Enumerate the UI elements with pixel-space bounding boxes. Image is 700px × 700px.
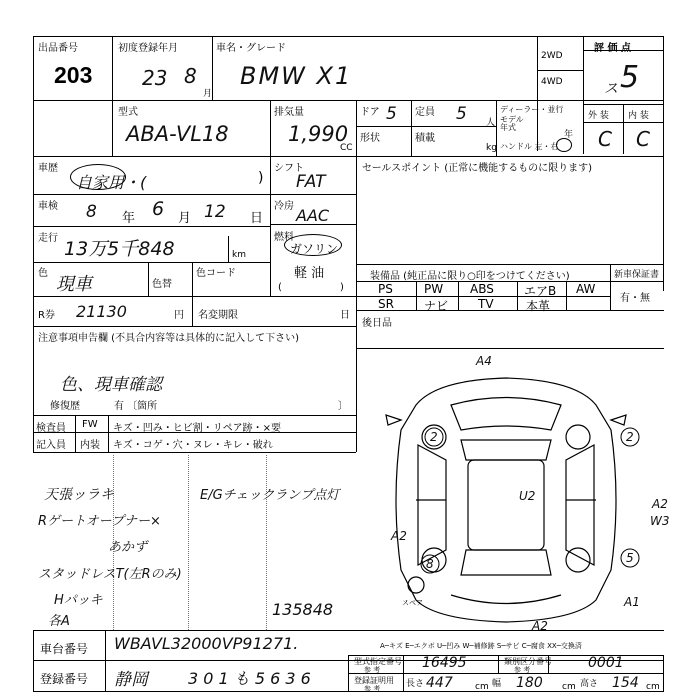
model-year-label: モデル年式 [500,115,524,132]
note-2: E/Gチェックランプ点灯 [200,488,340,503]
equip-ps: PS [378,282,393,296]
mileage-value: 13万5千848 [64,238,175,260]
mark-a1: A1 [624,595,640,609]
repair-value: 有 〔箇所 [114,401,158,412]
note-8: 135848 [272,600,334,619]
mileage-label: 走行 [38,233,58,244]
warranty-values: 有・無 [620,293,650,304]
vin-value: WBAVL32000VP91271. [114,634,299,653]
shape-label: 形状 [360,133,380,144]
note-1: 天張ッラキ [44,487,114,503]
mark-u2: U2 [519,489,536,503]
interior-legend: キズ・コゲ・穴・ヌレ・キレ・破れ [113,440,273,451]
ac-label: 冷房 [274,201,294,212]
type-approval-label: 型式指定番号 [354,657,402,666]
history-label: 車歴 [38,163,58,174]
displacement-label: 排気量 [274,107,304,118]
fuel-paren-close: ) [340,282,344,293]
capacity-label: 定員 [415,107,435,118]
equip-label: 装備品 (純正品に限り○印をつけてください) [370,271,570,282]
reg-month: 8 [184,64,197,88]
car-diagram [356,350,670,650]
inspection-year-unit: 年 [122,211,136,226]
inspection-month: 6 [152,198,165,220]
int-score: C [636,127,650,151]
equip-leather: 本革 [526,299,551,313]
door-value: 5 [386,104,397,124]
ext-score: C [598,127,612,151]
fuel-diesel: 軽 油 [294,266,325,281]
mark-a4: A4 [476,354,492,368]
fuel-label: 燃料 [274,232,294,243]
repair-label: 修復歴 [50,401,80,412]
4wd-label: 4WD [541,77,563,87]
score-label: 評 価 点 [594,43,631,54]
note-5: スタッドレスT(左Rのみ) [38,567,182,582]
note-7: 各A [48,614,70,629]
length-value: 447 [426,675,453,691]
color-label: 色 [38,268,48,279]
inspection-label: 車検 [38,201,58,212]
handle-label: ハンドル 左・右 [500,142,559,151]
displacement-unit: CC [340,143,353,153]
reg-year: 23 [142,66,168,90]
mark-w3: W3 [650,514,670,528]
score-value: 5 [620,60,640,95]
model-label: 型式 [118,107,138,118]
fw-label: FW [82,419,98,430]
sales-label: セールスポイント (正常に機能するものに限ります) [362,163,593,174]
inspection-day-unit: 日 [250,211,264,226]
fuel-gas: ガソリン [290,242,339,256]
model-year-unit: 年 [564,130,574,140]
recycle-unit: 円 [174,310,184,321]
mark-8: 8 [426,557,434,571]
class-value: 0001 [588,655,624,671]
name-label: 車名・グレード [216,43,286,54]
note-3: Rゲートオープナー× [38,514,161,529]
car-name: BMW X1 [240,62,353,90]
class-label: 類別区分番号 [504,657,552,666]
mark-a2-left: A2 [391,529,407,543]
lot-number: 203 [54,62,93,88]
inspection-day: 12 [204,202,226,222]
ext-label: 外 装 [588,111,609,121]
score-mark: ス [604,81,618,97]
fw-legend: キズ・凹み・ヒビ割・リペア跡・×要 [113,423,281,434]
recycle-label: R券 [38,310,55,321]
diagram-legend: A─キズ E─エクボ U─凹み W─補修跡 S─サビ C─腐食 XX─交換済 [380,642,582,650]
history-close: ) [258,170,264,186]
width-unit: cm [562,682,576,692]
note-4: あかず [108,540,148,555]
capacity-value: 5 [456,104,467,124]
width-value: 180 [516,675,543,691]
equip-tv: TV [478,297,494,311]
regno-label: 登録番号 [40,672,89,686]
handle-circle [556,138,572,152]
2wd-label: 2WD [541,51,563,61]
recorder-label: 記入員 [36,440,66,451]
interior-label: 内装 [80,440,100,451]
length-unit: cm [475,682,489,692]
inspector-label: 検査員 [36,423,66,434]
color-change-label: 色替 [152,279,172,290]
mark-a2-rear: A2 [532,619,548,633]
equip-navi: ナビ [424,299,449,313]
class-sub: 参 考 [514,666,531,674]
equip-airbag: エアB [524,284,557,298]
equip-abs: ABS [470,282,494,296]
vin-label: 車台番号 [40,642,89,656]
equip-aw: AW [576,282,596,296]
dealer-label: ディーラー・並行 [500,105,564,114]
reg-month-unit: 月 [203,89,213,99]
type-approval-sub: 参 考 [364,666,381,674]
mileage-unit: km [232,250,246,260]
note-6: Hパッキ [54,593,103,608]
namechange-label: 名変期限 [198,310,238,321]
repair-close: 〕 [338,401,348,412]
inspection-year: 8 [86,202,97,222]
later-label: 後日品 [362,318,392,329]
spare-label: スペア [402,599,423,607]
displacement-value: 1,990 [288,122,349,146]
inspection-month-unit: 月 [178,211,192,226]
shift-value: FAT [296,172,326,192]
door-label: ドア [360,107,380,118]
shift-label: シフト [274,163,304,174]
fuel-paren-open: ( [278,282,282,293]
ac-value: AAC [296,206,330,225]
int-label: 内 装 [628,111,649,121]
mark-2-left: 2 [430,430,438,444]
width-label: 幅 [492,679,502,689]
notes-label: 注意事項申告欄 (不具合内容等は具体的に記入して下さい) [38,333,299,344]
lot-label: 出品番号 [38,43,78,54]
equip-pw: PW [424,282,444,296]
mark-2-right: 2 [626,430,634,444]
notes-value: 色、現車確認 [60,375,162,395]
color-code-label: 色コード [196,268,236,279]
cert-sub: 参 考 [364,685,381,693]
regno-value: 3 0 1 も 5 6 3 6 [188,669,311,688]
cert-label: 登録証明用 [354,676,394,685]
type-approval-value: 16495 [422,655,467,671]
capacity-unit: 人 [486,118,496,128]
load-unit: kg [486,143,497,153]
recycle-value: 21130 [76,302,127,321]
load-label: 積載 [415,133,435,144]
namechange-unit: 日 [340,310,350,321]
mark-5: 5 [626,551,634,565]
length-label: 長さ [406,679,425,689]
reg-label: 初度登録年月 [118,43,178,54]
height-unit: cm [646,682,660,692]
regno-area: 静岡 [114,670,148,690]
history-circle [70,164,126,190]
model-value: ABA-VL18 [126,122,229,146]
history-value: 自家用・( [76,173,147,192]
height-label: 高さ [580,679,599,689]
warranty-label: 新車保証書 [614,270,660,280]
equip-sr: SR [378,297,394,311]
height-value: 154 [612,675,639,691]
fuel-circle [284,234,342,256]
color-value: 現車 [56,274,92,295]
mark-a2-right: A2 [652,497,668,511]
